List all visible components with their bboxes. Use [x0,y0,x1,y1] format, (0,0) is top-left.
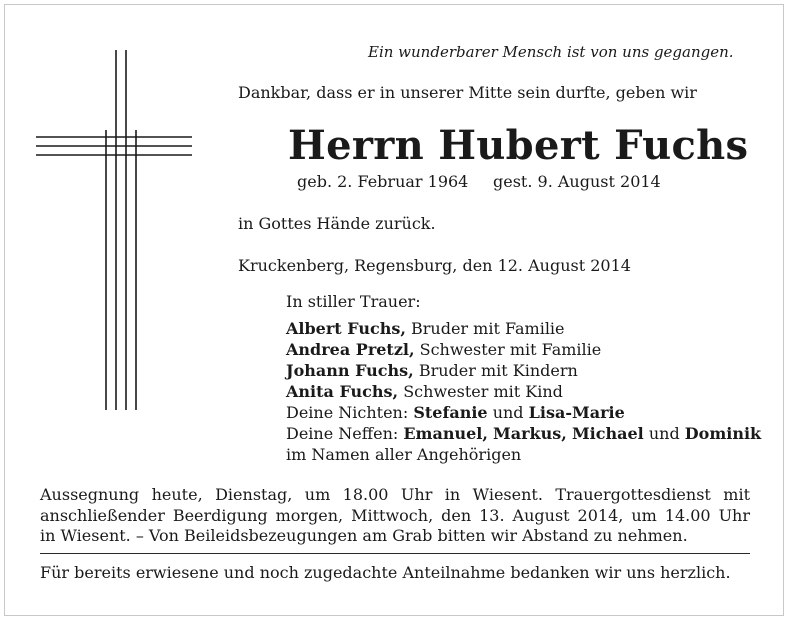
mourner-entry [286,318,761,339]
nephews-prefix: Deine Neffen: [286,424,404,443]
nephews-line [286,423,761,444]
mourners-list [286,291,761,465]
mourner-name: Anita Fuchs, [286,382,399,401]
mourner-name: Johann Fuchs, [286,361,414,380]
mourner-entry [286,360,761,381]
nieces-line [286,402,761,423]
mourner-entry [286,381,761,402]
funeral-line: anschließender Beerdigung morgen, Mittwoch, den 13. August 2014, um 14.00 Uhr [40,505,750,525]
nieces-prefix: Deine Nichten: [286,403,414,422]
hands-text: in Gottes Hände zurück. [238,214,436,233]
mourner-relation: Bruder mit Familie [405,319,565,338]
nephew-name: Markus, [493,424,567,443]
divider [40,553,750,554]
nephew-name: Michael [571,424,644,443]
motto: Ein wunderbarer Mensch ist von uns gegangen. [368,43,734,61]
mourning-closing: im Namen aller Angehörigen [286,445,522,464]
mourner-relation: Schwester mit Kind [398,382,563,401]
mourner-relation: Bruder mit Kindern [413,361,578,380]
mourner-relation: Schwester mit Familie [414,340,602,359]
funeral-line: in Wiesent. – Von Beileidsbezeugungen am Grab bitten wir Abstand zu nehmen. [40,526,688,545]
mourner-name: Albert Fuchs, [286,319,406,338]
nephew-name: Emanuel, [403,424,488,443]
intro-text: Dankbar, dass er in unserer Mitte sein durfte, geben wir [238,83,697,102]
funeral-line: Aussegnung heute, Dienstag, um 18.00 Uhr in Wiesent. Trauergottesdienst mit [40,485,750,504]
thanks-text: Für bereits erwiesene und noch zugedachte Anteilnahme bedanken wir uns herzlich. [40,563,731,582]
niece-name: Stefanie [413,403,488,422]
nephew-name: Dominik [684,424,762,443]
death-date: gest. 9. August 2014 [493,172,661,191]
funeral-details [40,485,750,547]
nieces-joiner: und [487,403,529,422]
birth-date: geb. 2. Februar 1964 [297,172,469,191]
deceased-name: Herrn Hubert Fuchs [288,122,749,169]
mourner-name: Andrea Pretzl, [286,340,415,359]
place-date: Kruckenberg, Regensburg, den 12. August 2014 [238,256,631,275]
mourner-entry [286,339,761,360]
niece-name: Lisa-Marie [528,403,625,422]
nephews-joiner: und [643,424,685,443]
mourning-heading: In stiller Trauer: [286,292,421,311]
